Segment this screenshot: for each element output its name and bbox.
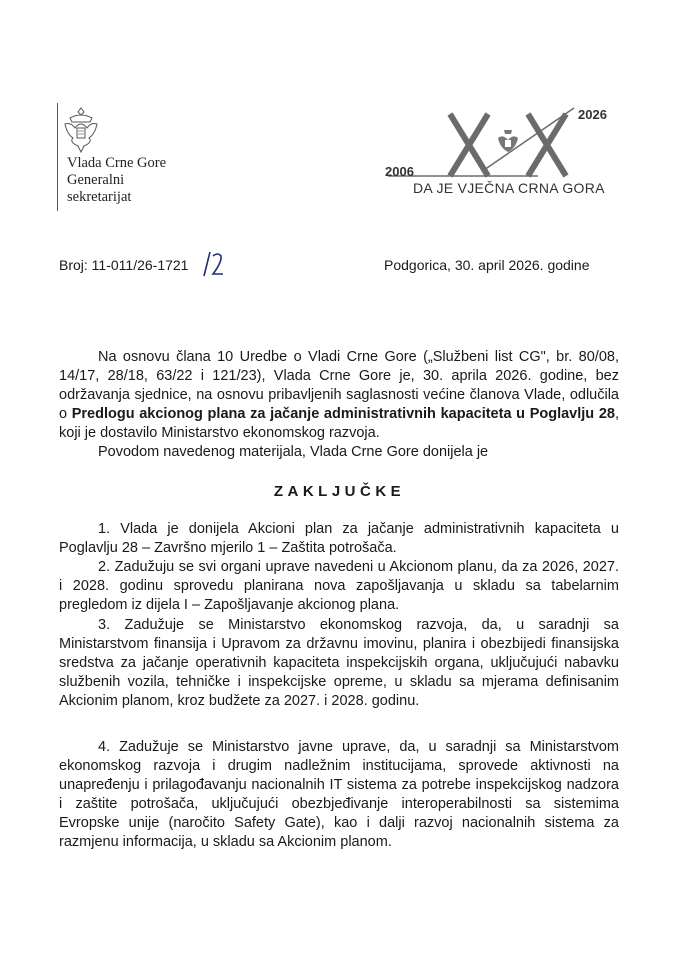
- intro-second-paragraph: Povodom navedenog materijala, Vlada Crne Gore donijela je: [98, 444, 489, 460]
- conclusions-title: ZAKLJUČKE: [273, 483, 406, 500]
- institution-line-2: Generalni: [67, 172, 125, 188]
- logo-motto: DA JE VJEČNA CRNA GORA: [413, 180, 605, 196]
- conclusion-text: 3. Zadužuje se Ministarstvo ekonomskog razvoja, da, u saradnji sa Ministarstvom finansija i Upravom za državnu imovinu, planira i obezbijedi finansijska sredstva za jačanje operativnih kapaciteta inspekcijskih organa, uključujući nabavku službenih vozila, tehničke i inspekcijske opreme, u skladu sa mjerama definisanim Akcionim planom, kroz budžete za 2027. i 2028. godinu.: [59, 617, 619, 709]
- place-and-date: Podgorica, 30. april 2026. godine: [384, 257, 590, 273]
- logo-year-start: 2006: [385, 164, 414, 179]
- conclusion-item-3: [59, 616, 619, 711]
- conclusion-item-4: [59, 738, 619, 852]
- logo-year-end: 2026: [578, 107, 607, 122]
- intro-bold-subject: Predlogu akcionog plana za jačanje administrativnih kapaciteta u Poglavlju 28: [71, 406, 615, 422]
- intro-text-2: , koji je dostavilo Ministarstvo ekonomskog razvoja.: [59, 406, 619, 441]
- institution-line-1: Vlada Crne Gore: [67, 155, 167, 171]
- intro-text-1: Na osnovu člana 10 Uredbe o Vladi Crne Gore („Službeni list CG", br. 80/08, 14/17, 28/18, 63/22 i 121/23), Vlada Crne Gore je, 30. aprila 2026. godine, bez održavanja sjednice, na osnovu pribavljenih saglasnosti većine članova Vlade, odlučila o: [59, 349, 619, 422]
- conclusion-text: 1. Vlada je donijela Akcioni plan za jačanje administrativnih kapaciteta u Poglavlju 28 – Završno mjerilo 1 – Zaštita potrošača.: [59, 521, 619, 556]
- institution-line-3: sekretarijat: [67, 189, 132, 205]
- coat-of-arms-icon: [62, 106, 100, 154]
- document-number: Broj: 11-011/26-1721: [59, 257, 189, 273]
- conclusion-item-1: [59, 520, 619, 558]
- header-divider: [57, 103, 58, 211]
- intro-paragraph: [59, 348, 619, 443]
- handwritten-suffix: [200, 248, 226, 278]
- conclusion-item-2: [59, 558, 619, 615]
- intro-section: [59, 348, 619, 462]
- conclusion-text: 2. Zadužuju se svi organi uprave navedeni u Akcionom planu, da za 2026, 2027. i 2028. godinu sprovedu planirana nova zapošljavanja u skladu sa tabelarnim pregledom iz dijela I – Zapošljavanje akcionog plana.: [59, 559, 619, 613]
- conclusion-text: 4. Zadužuje se Ministarstvo javne uprave, da, u saradnji sa Ministarstvom ekonomskog razvoja i drugim nadležnim institucijama, sprovede aktivnosti na unapređenju i prilagođavanju nacionalnih IT sistema za potrebe inspekcijskog nadzora i zaštite potrošača, uključujući obezbjeđivanje interoperabilnosti sa sistemima Evropske unije (naročito Safety Gate), kao i dalji razvoj nacionalnih sistema za razmjenu informacija, u skladu sa Akcionim planom.: [59, 739, 619, 850]
